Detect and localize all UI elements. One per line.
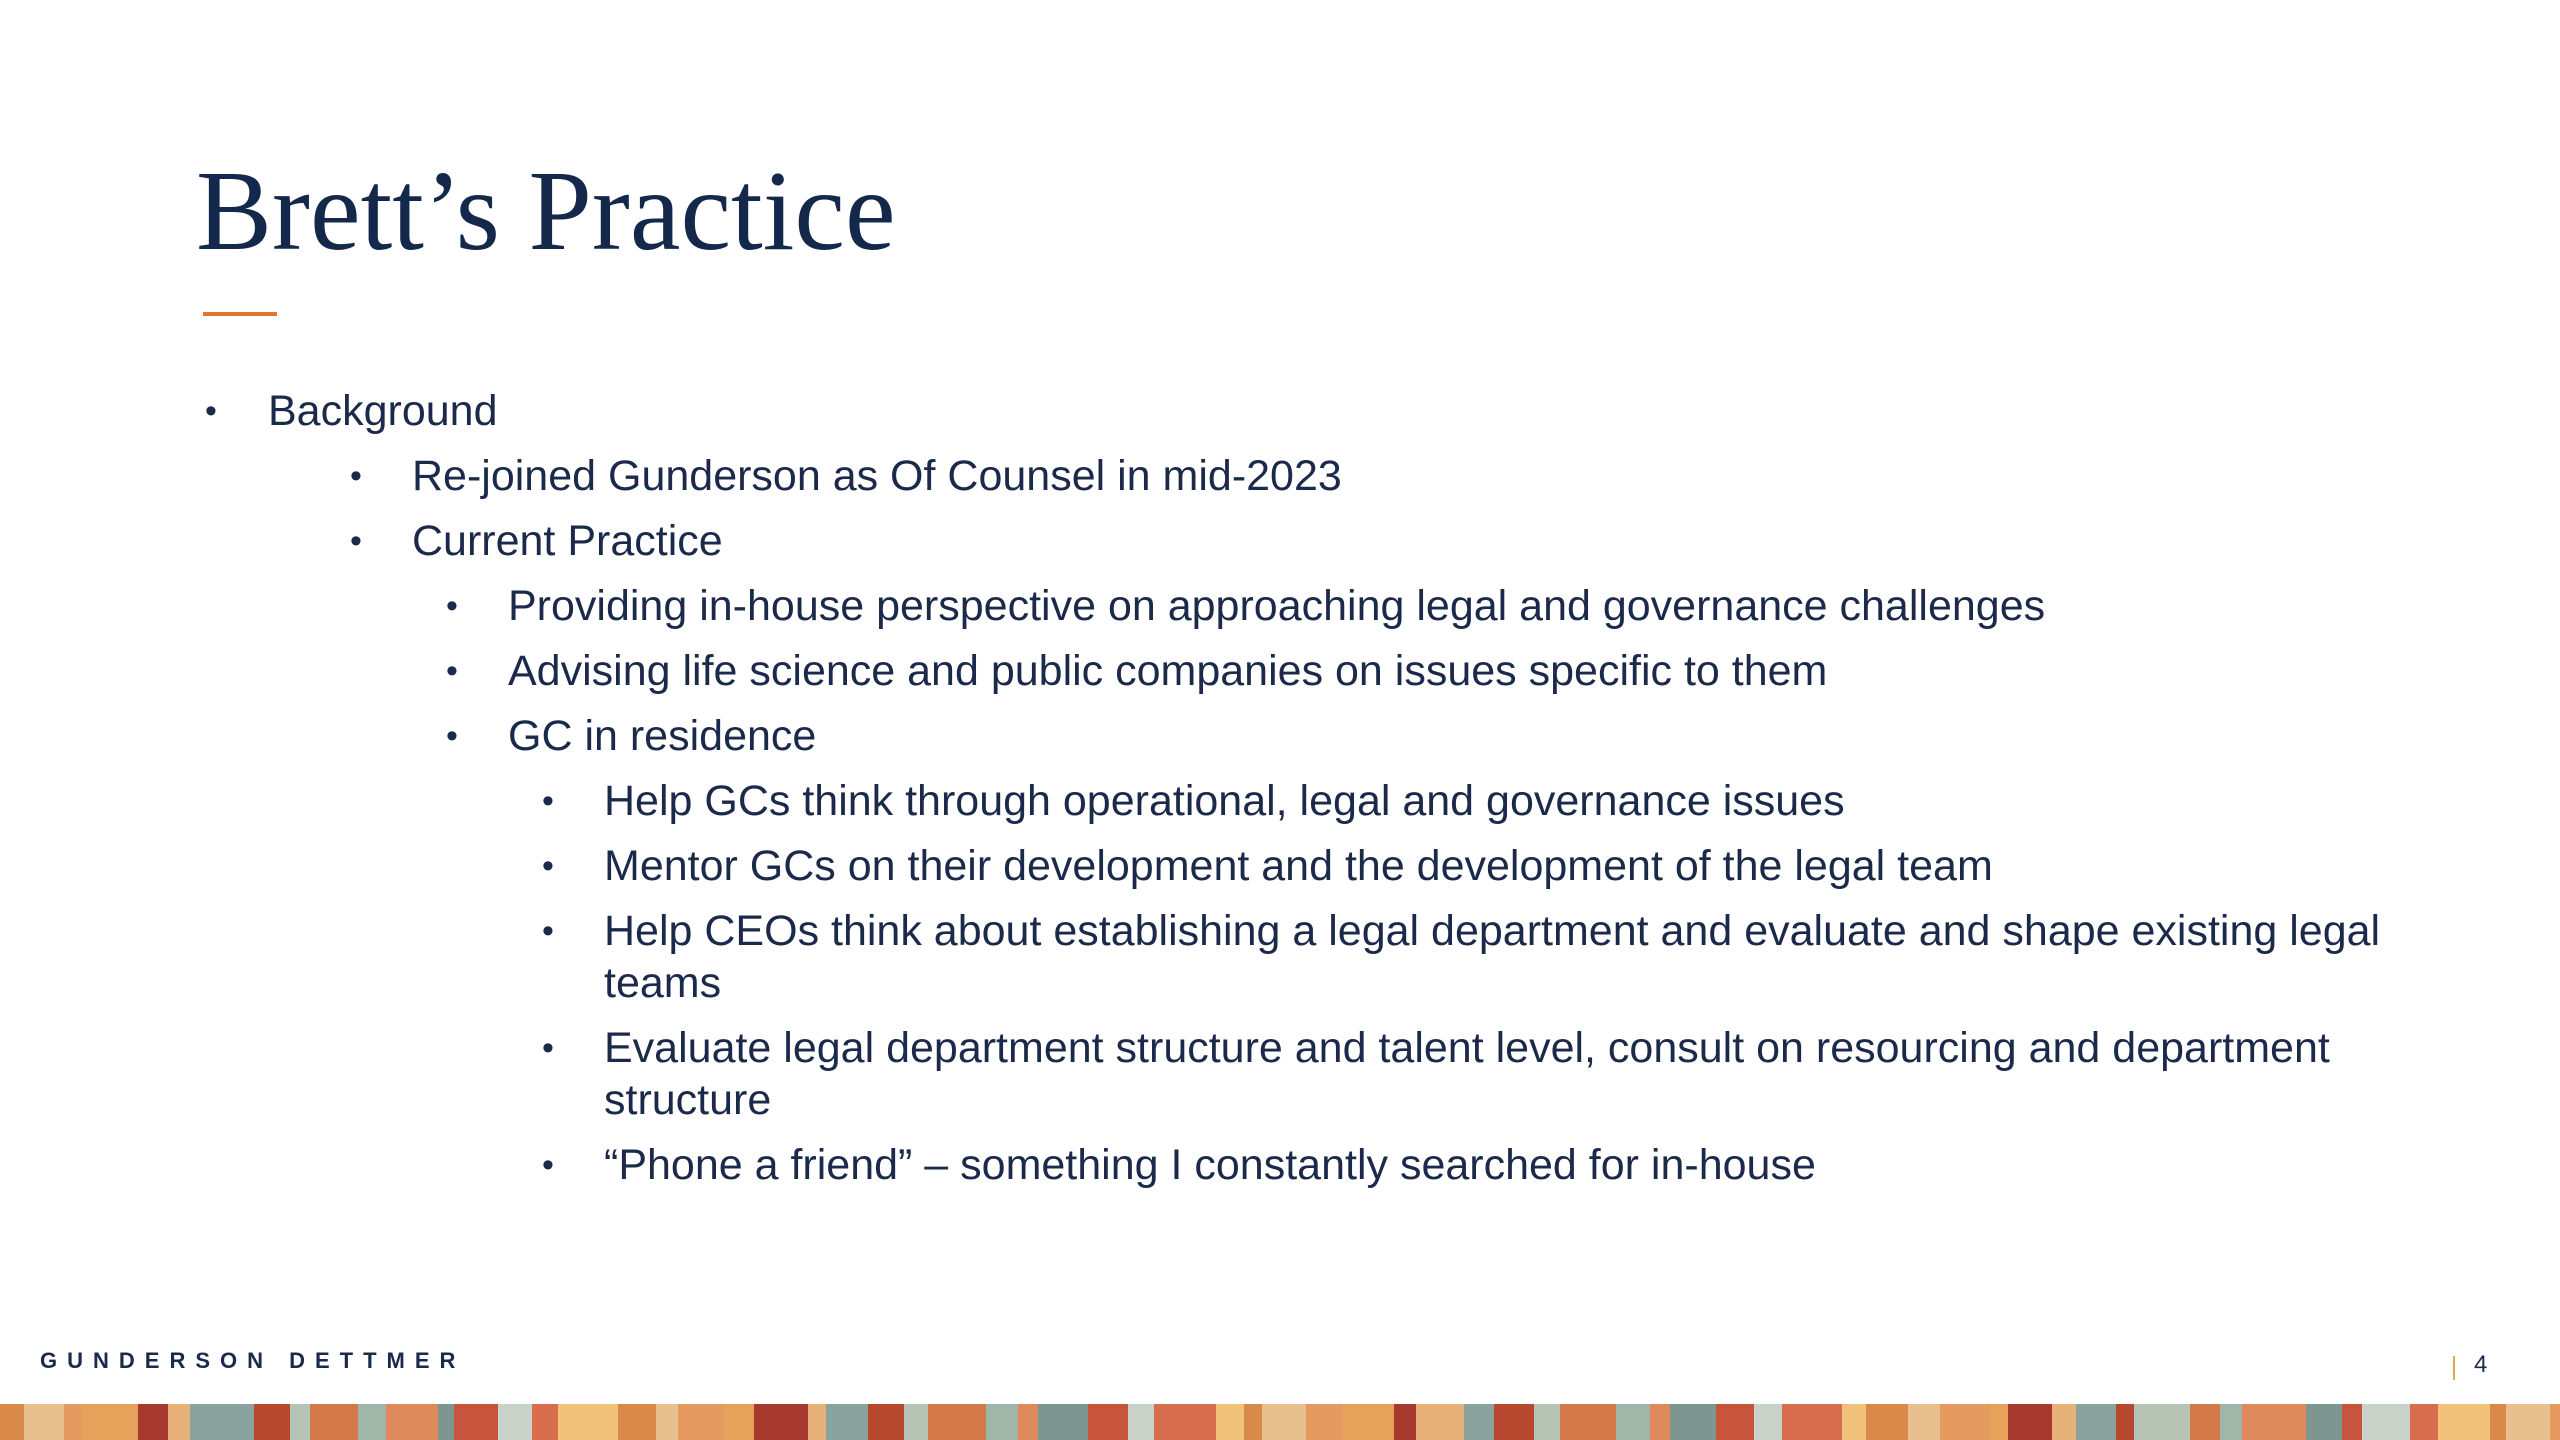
stripe-segment [986,1404,1018,1440]
bullet-text: Current Practice [412,517,723,565]
stripe-segment [254,1404,290,1440]
stripe-segment [2438,1404,2490,1440]
bullet-dot-icon: • [350,457,362,495]
stripe-segment [1866,1404,1908,1440]
bullet-text: Evaluate legal department structure and talent level, consult on resourcing and department structure [604,1024,2330,1124]
stripe-segment [0,1404,24,1440]
stripe-segment [2134,1404,2190,1440]
stripe-segment [1244,1404,1262,1440]
stripe-segment [1494,1404,1534,1440]
stripe-segment [454,1404,498,1440]
stripe-segment [928,1404,986,1440]
bullet-item [0,905,2560,1009]
bullet-dot-icon: • [542,1029,554,1067]
stripe-segment [1018,1404,1038,1440]
stripe-segment [386,1404,438,1440]
bullet-item [0,710,2560,762]
stripe-segment [1650,1404,1670,1440]
bullet-text: Background [268,387,498,435]
stripe-segment [1342,1404,1394,1440]
stripe-segment [2410,1404,2438,1440]
stripe-segment [558,1404,618,1440]
bullet-dot-icon: • [446,652,458,690]
stripe-segment [2076,1404,2116,1440]
bullet-item [0,645,2560,697]
stripe-segment [190,1404,254,1440]
stripe-segment [1038,1404,1088,1440]
bullet-text: “Phone a friend” – something I constantly searched for in-house [604,1141,1816,1189]
title-accent-rule [203,312,277,316]
stripe-segment [82,1404,138,1440]
bullet-text: Providing in-house perspective on approaching legal and governance challenges [508,582,2046,630]
stripe-segment [2490,1404,2506,1440]
stripe-segment [2506,1404,2550,1440]
stripe-segment [2190,1404,2220,1440]
bullet-item [0,450,2560,502]
bullet-item [0,515,2560,567]
stripe-segment [1716,1404,1754,1440]
stripe-segment [168,1404,190,1440]
bullet-list [0,385,2560,1204]
stripe-segment [1262,1404,1306,1440]
stripe-segment [826,1404,868,1440]
company-logo: GUNDERSON DETTMER [40,1348,466,1373]
stripe-segment [2008,1404,2052,1440]
bullet-item [0,840,2560,892]
bullet-item [0,1022,2560,1126]
bullet-text: Help GCs think through operational, legal and governance issues [604,777,1845,825]
bullet-item [0,775,2560,827]
stripe-segment [724,1404,754,1440]
stripe-segment [678,1404,724,1440]
stripe-segment [2306,1404,2342,1440]
bullet-dot-icon: • [446,717,458,755]
stripe-segment [1842,1404,1866,1440]
bullet-dot-icon: • [542,1146,554,1184]
decorative-color-stripe [0,1404,2560,1440]
stripe-segment [656,1404,678,1440]
bullet-dot-icon: • [205,392,217,430]
stripe-segment [1394,1404,1416,1440]
stripe-segment [498,1404,532,1440]
stripe-segment [24,1404,64,1440]
page-number: 4 [2474,1351,2488,1378]
stripe-segment [1088,1404,1128,1440]
stripe-segment [1216,1404,1244,1440]
bullet-text: Help CEOs think about establishing a legal department and evaluate and shape existing legal teams [604,907,2381,1007]
stripe-segment [358,1404,386,1440]
stripe-segment [2220,1404,2242,1440]
stripe-segment [1754,1404,1782,1440]
stripe-segment [1154,1404,1216,1440]
bullet-text: Advising life science and public companies on issues specific to them [508,647,1828,695]
bullet-text: Re-joined Gunderson as Of Counsel in mid-2023 [412,452,1342,500]
stripe-segment [1782,1404,1842,1440]
stripe-segment [1128,1404,1154,1440]
stripe-segment [1990,1404,2008,1440]
stripe-segment [310,1404,358,1440]
stripe-segment [868,1404,904,1440]
stripe-segment [1940,1404,1990,1440]
slide-title: Brett’s Practice [196,147,896,274]
bullet-item [0,385,2560,437]
bullet-dot-icon: • [446,587,458,625]
bullet-text: Mentor GCs on their development and the development of the legal team [604,842,1993,890]
stripe-segment [904,1404,928,1440]
stripe-segment [1464,1404,1494,1440]
stripe-segment [2116,1404,2134,1440]
bullet-dot-icon: • [542,847,554,885]
stripe-segment [1560,1404,1616,1440]
stripe-segment [290,1404,310,1440]
stripe-segment [2052,1404,2076,1440]
bullet-item [0,580,2560,632]
stripe-segment [808,1404,826,1440]
bullet-item [0,1139,2560,1191]
stripe-segment [1616,1404,1650,1440]
stripe-segment [138,1404,168,1440]
stripe-segment [618,1404,656,1440]
stripe-segment [1306,1404,1342,1440]
stripe-segment [2342,1404,2362,1440]
stripe-segment [532,1404,558,1440]
stripe-segment [2362,1404,2410,1440]
stripe-segment [2242,1404,2306,1440]
bullet-dot-icon: • [542,782,554,820]
stripe-segment [1908,1404,1940,1440]
stripe-segment [438,1404,454,1440]
stripe-segment [1670,1404,1716,1440]
page-number-divider [2453,1356,2455,1380]
stripe-segment [1416,1404,1464,1440]
bullet-text: GC in residence [508,712,817,760]
stripe-segment [1534,1404,1560,1440]
bullet-dot-icon: • [542,912,554,950]
stripe-segment [754,1404,808,1440]
stripe-segment [64,1404,82,1440]
bullet-dot-icon: • [350,522,362,560]
stripe-segment [2550,1404,2560,1440]
